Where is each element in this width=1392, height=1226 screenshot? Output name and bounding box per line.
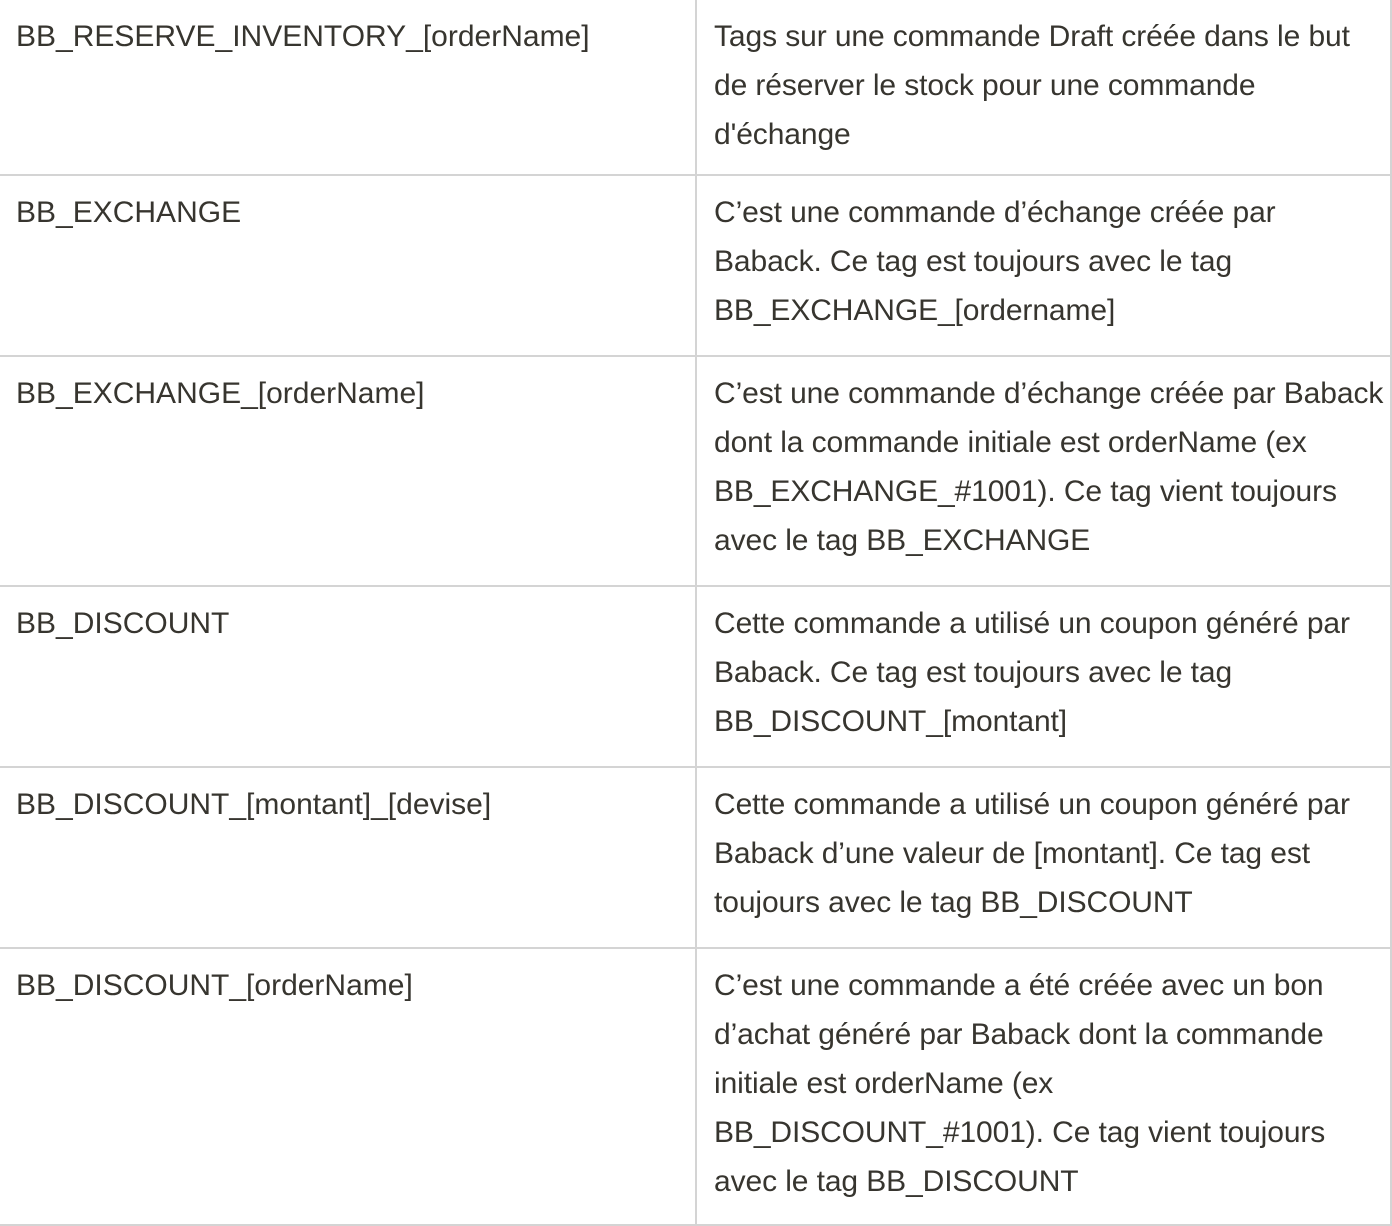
tag-name-cell: BB_EXCHANGE xyxy=(0,176,697,355)
tag-description-cell: C’est une commande d’échange créée par Baback dont la commande initiale est orderName (ex BB_EXCHANGE_#1001). Ce tag vient toujours avec le tag BB_EXCHANGE xyxy=(714,377,1384,557)
tag-description-cell: Tags sur une commande Draft créée dans le but de réserver le stock pour une commande d'échange xyxy=(714,20,1350,151)
tag-name-cell: BB_DISCOUNT xyxy=(0,587,697,766)
table-row xyxy=(0,357,1392,587)
tag-description-cell: C’est une commande d’échange créée par Baback. Ce tag est toujours avec le tag BB_EXCHANGE_[ordername] xyxy=(714,196,1276,327)
table-row xyxy=(0,0,1392,176)
table-row xyxy=(0,176,1392,357)
table-row xyxy=(0,768,1392,949)
tag-description-cell: Cette commande a utilisé un coupon généré par Baback. Ce tag est toujours avec le tag BB_DISCOUNT_[montant] xyxy=(714,607,1350,738)
table-row xyxy=(0,587,1392,768)
tag-description-cell: C’est une commande a été créée avec un bon d’achat généré par Baback dont la commande initiale est orderName (ex BB_DISCOUNT_#1001). Ce tag vient toujours avec le tag BB_DISCOUNT xyxy=(714,969,1326,1198)
tag-name-cell: BB_RESERVE_INVENTORY_[orderName] xyxy=(0,0,697,174)
tag-name-cell: BB_DISCOUNT_[montant]_[devise] xyxy=(0,768,697,947)
tag-name-cell: BB_DISCOUNT_[orderName] xyxy=(0,949,697,1224)
table-row xyxy=(0,949,1392,1226)
tag-description-cell: Cette commande a utilisé un coupon généré par Baback d’une valeur de [montant]. Ce tag est toujours avec le tag BB_DISCOUNT xyxy=(714,788,1350,919)
tag-name-cell: BB_EXCHANGE_[orderName] xyxy=(0,357,697,585)
